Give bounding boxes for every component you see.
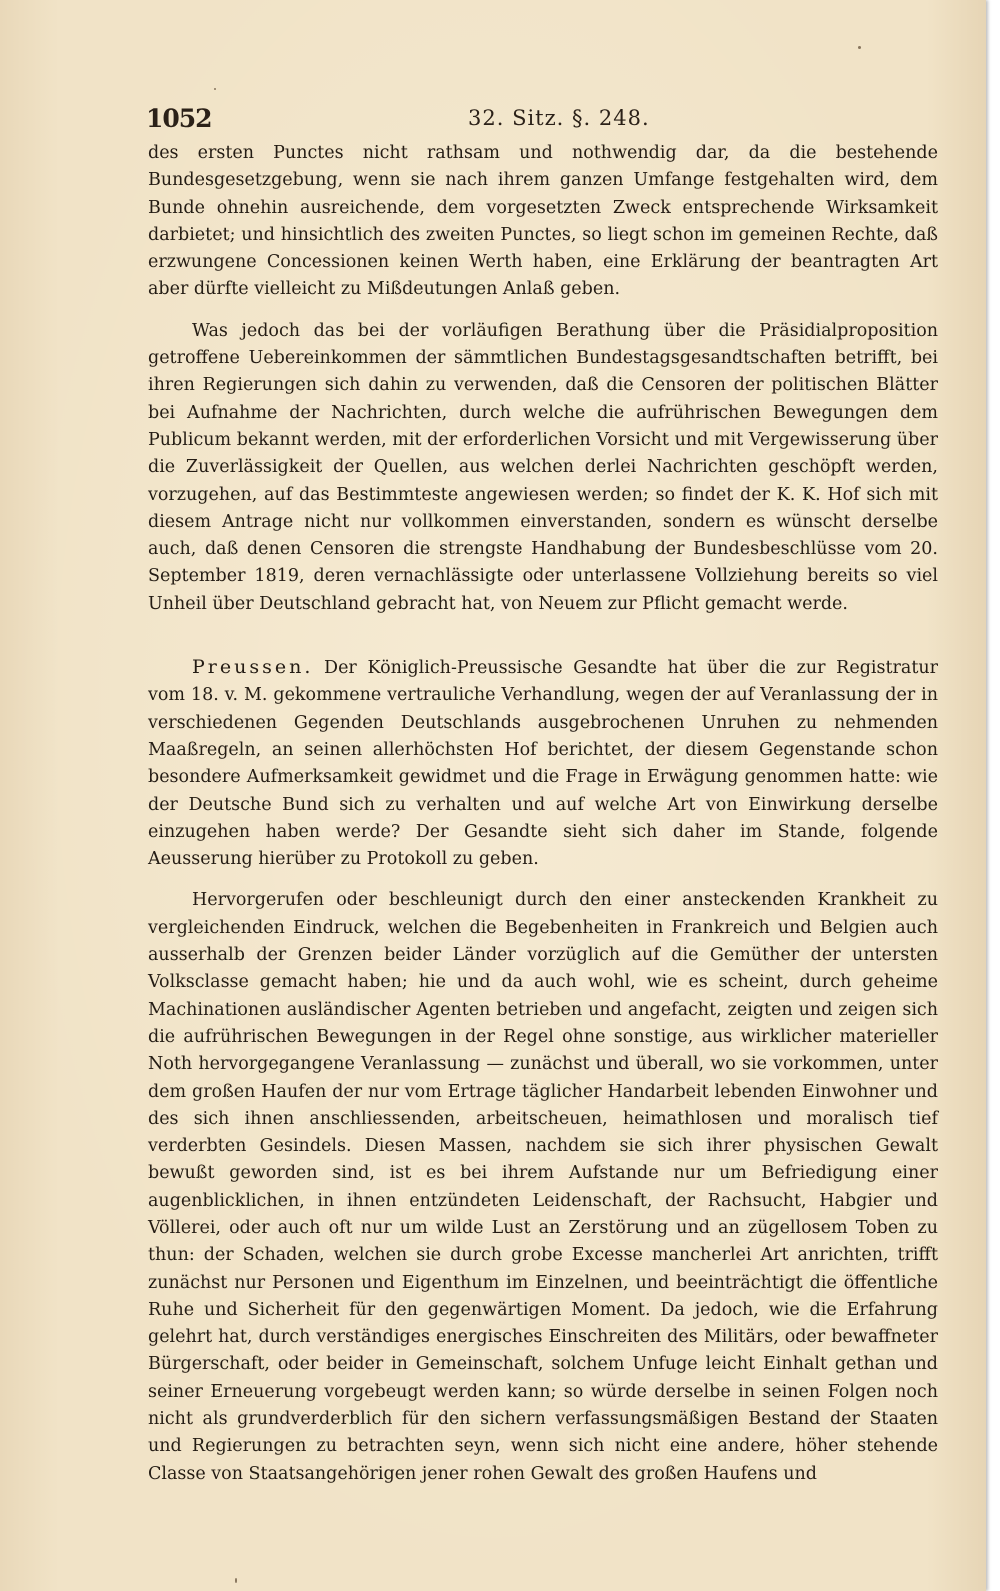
paper-speck bbox=[858, 46, 861, 49]
section-gap bbox=[148, 618, 938, 654]
body-text bbox=[148, 140, 938, 1488]
paragraph-preussen bbox=[148, 654, 938, 873]
paper-speck bbox=[235, 1578, 237, 1583]
paragraph-continuation: des ersten Punctes nicht rathsam und nothwendig dar, da die bestehende Bundesgesetzgebung, wenn sie nach ihrem ganzen Umfange festgehalten wird, dem Bunde ohnehin ausreichende, dem vorgesetzten Zweck entsprechende Wirksamkeit darbietet; und hinsichtlich des zweiten Punctes, so liegt schon im gemeinen Rechte, daß erzwungene Concessionen keinen Werth haben, eine Erklärung der beantragten Art aber dürfte vielleicht zu Mißdeutungen Anlaß geben. bbox=[148, 143, 938, 300]
paragraph-gap bbox=[148, 873, 938, 887]
paragraph-gap bbox=[148, 304, 938, 318]
paragraph-unrest: Hervorgerufen oder beschleunigt durch den einer ansteckenden Krankheit zu vergleichenden Eindruck, welchen die Begebenheiten in Frankreich und Belgien auch ausserhalb der Grenzen beider Länder vorzüglich auf die Gemüther der untersten Volksclasse gemacht haben; hie und da auch wohl, wie es scheint, durch geheime Machinationen ausländischer Agenten betrieben und angefacht, zeigten und zeigen sich die aufrührischen Bewegungen in der Regel ohne sonstige, aus wirklicher materieller Noth hervorgegangene Veranlassung — zunächst und überall, wo sie vorkommen, unter dem großen Haufen der nur vom Ertrage täglicher Handarbeit lebenden Einwohner und des sich ihnen anschliessenden, arbeitscheuen, heimathlosen und moralisch tief verderbten Gesindels. Diesen Massen, nachdem sie sich ihrer physischen Gewalt bewußt geworden sind, ist es bei ihrem Aufstande nur um Befriedigung einer augenblicklichen, in ihnen entzündeten Leidenschaft, der Rachsucht, Habgier und Völlerei, oder auch oft nur um wilde Lust an Zerstörung und an zügellosem Toben zu thun: der Schaden, welchen sie durch grobe Excesse mancherlei Art anrichten, trifft zunächst nur Personen und Eigenthum im Einzelnen, und beeinträchtigt die öffentliche Ruhe und Sicherheit für den gegenwärtigen Moment. Da jedoch, wie die Erfahrung gelehrt hat, durch verständiges energisches Einschreiten des Militärs, oder bewaffneter Bürgerschaft, oder beider in Gemeinschaft, solchem Unfuge leicht Einhalt gethan und seiner Erneuerung vorgebeugt werden kann; so würde derselbe in seinen Folgen noch nicht als grundverderblich für den sichern verfassungsmäßigen Bestand der Staaten und Regierungen zu betrachten seyn, wenn sich nicht eine andere, höher stehende Classe von Staatsangehörigen jener rohen Gewalt des großen Haufens und bbox=[148, 890, 938, 1484]
page-header bbox=[146, 104, 941, 140]
paragraph-censorship: Was jedoch das bei der vorläufigen Berathung über die Präsidialproposition getroffene Uebereinkommen der sämmtlichen Bundestagsgesandtschaften betrifft, bei ihren Regierungen sich dahin zu verwenden, daß die Censoren der politischen Blätter bei Aufnahme der Nachrichten, durch welche die aufrührischen Bewegungen dem Publicum bekannt werden, mit der erforderlichen Vorsicht und mit Vergewisserung über die Zuverlässigkeit der Quellen, aus welchen derlei Nachrichten geschöpft werden, vorzugehen, auf das Bestimmteste angewiesen werden; so findet der K. K. Hof sich mit diesem Antrage nicht nur vollkommen einverstanden, sondern es wünscht derselbe auch, daß denen Censoren die strengste Handhabung der Bundesbeschlüsse vom 20. September 1819, deren vernachlässigte oder unterlassene Vollziehung bereits so viel Unheil über Deutschland gebracht hat, von Neuem zur Pflicht gemacht werde. bbox=[148, 320, 938, 614]
page-number: 1052 bbox=[146, 104, 212, 133]
running-head: 32. Sitz. §. 248. bbox=[468, 106, 650, 130]
paper-speck bbox=[214, 88, 216, 90]
paragraph-preussen-text: Der Königlich-Preussische Gesandte hat über die zur Registratur vom 18. v. M. gekommene vertrauliche Verhandlung, wegen der auf Veranlassung der in verschiedenen Gegenden Deutschlands ausgebrochenen Unruhen zu nehmenden Maaßregeln, an seinen allerhöchsten Hof berichtet, der diesem Gegenstande schon besondere Aufmerksamkeit gewidmet und die Frage in Erwägung genommen hatte: wie der Deutsche Bund sich zu verhalten und auf welche Art von Einwirkung derselbe einzugehen haben werde? Der Gesandte sieht sich daher im Stande, folgende Aeusserung hierüber zu Protokoll zu geben. bbox=[148, 658, 938, 870]
state-name-heading: Preussen. bbox=[192, 656, 314, 679]
